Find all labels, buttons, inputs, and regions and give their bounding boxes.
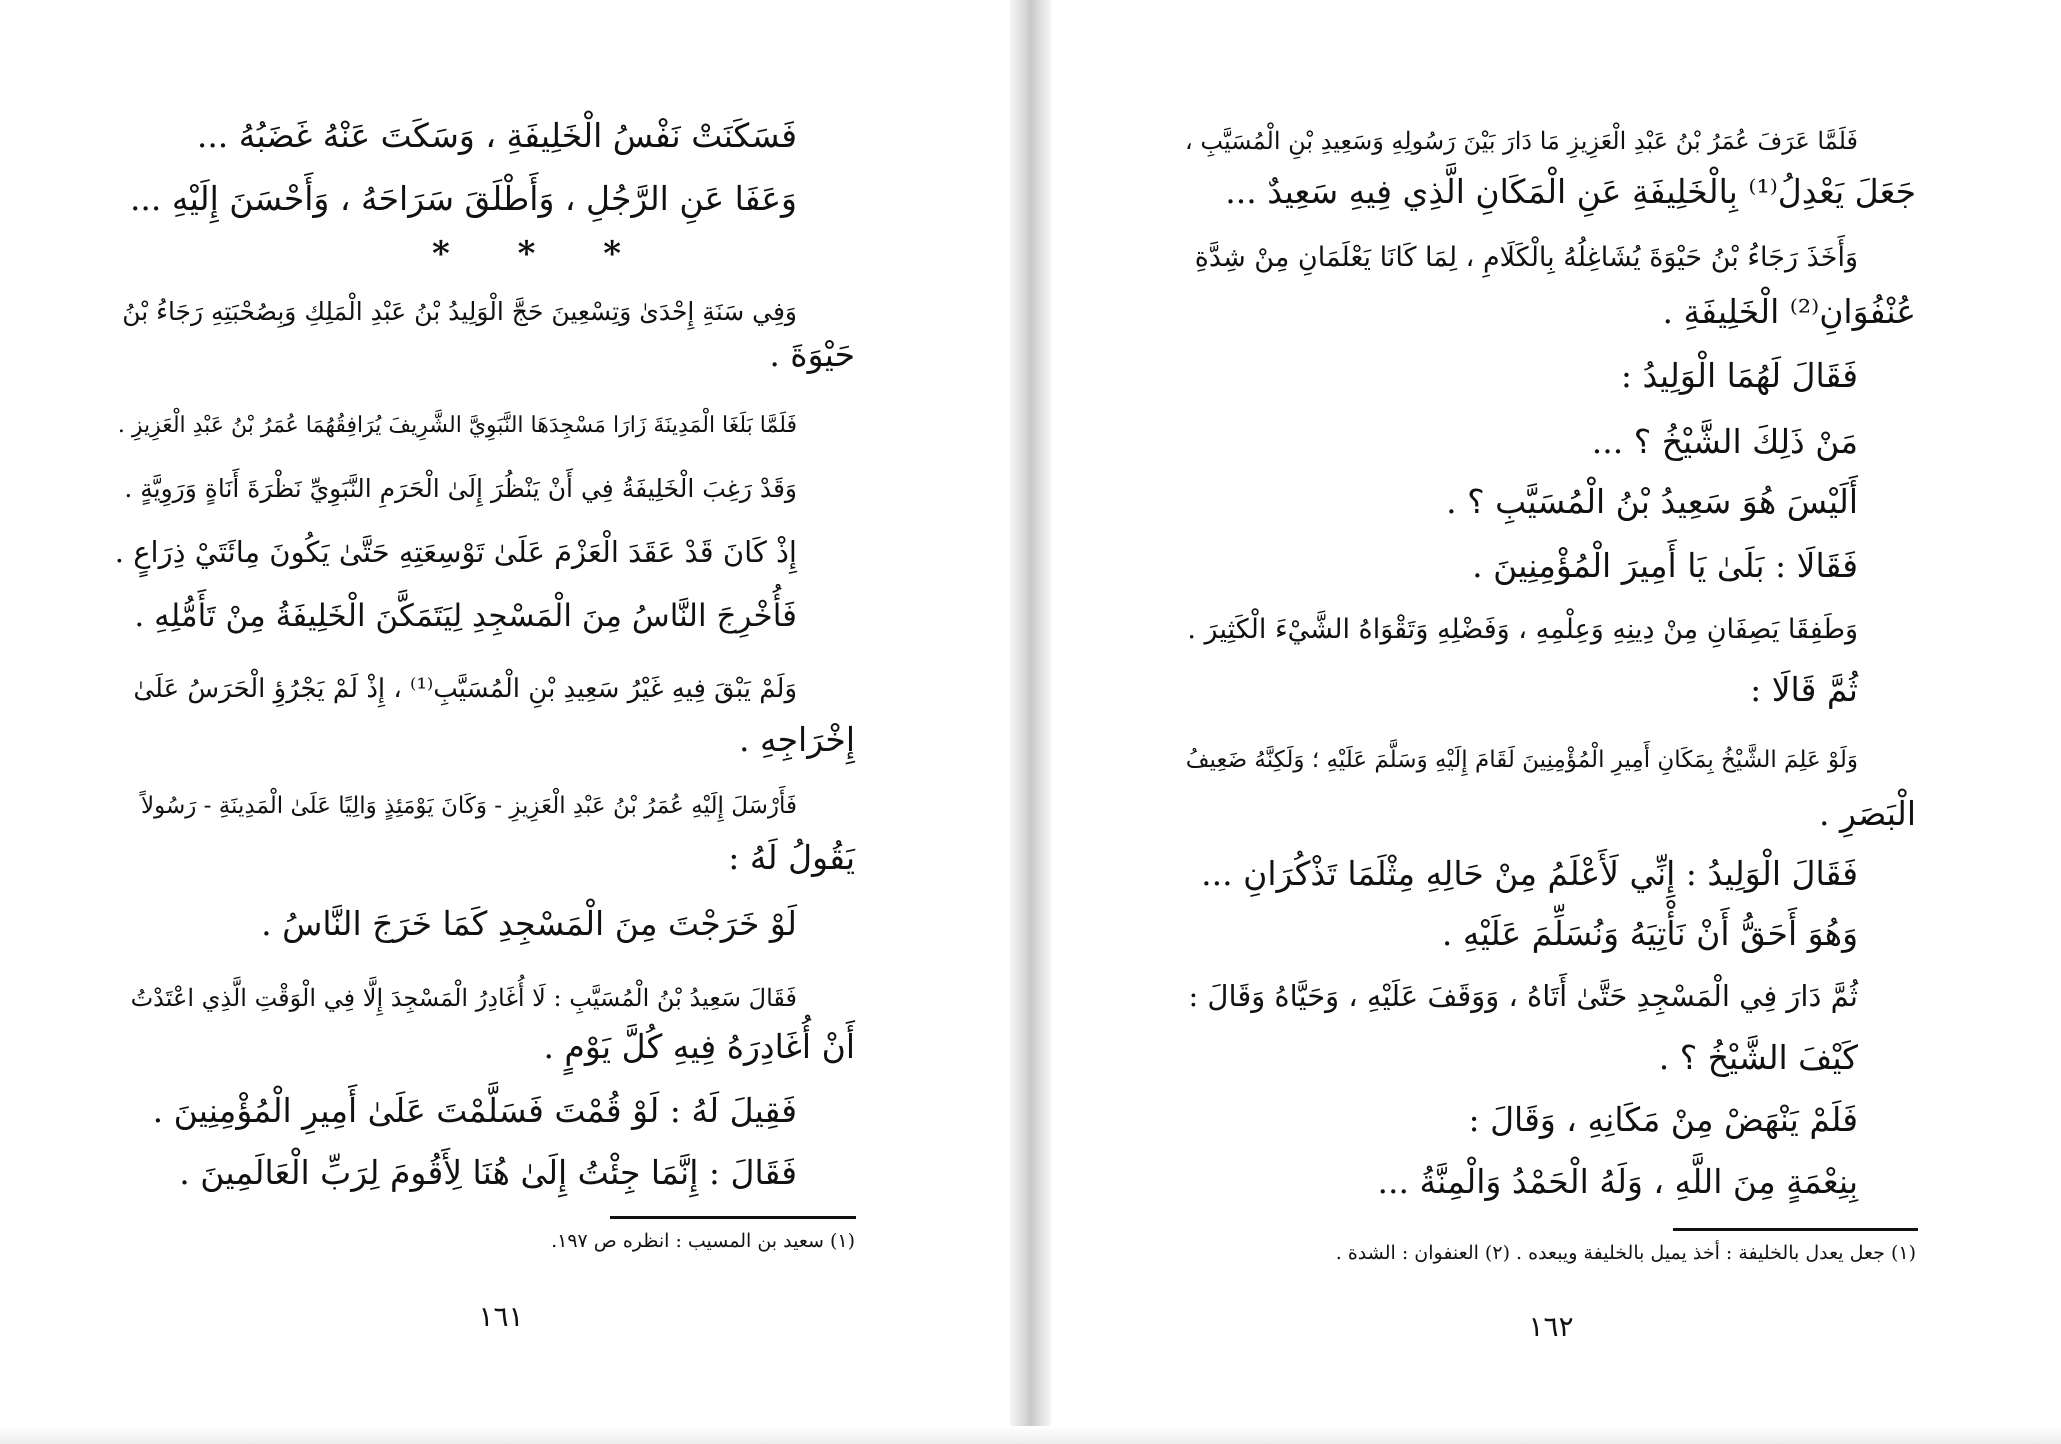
text-line: الْبَصَرِ . [1819,794,1916,833]
text-line: فَقَالَ : إِنَّمَا جِئْتُ إِلَىٰ هُنَا لِأَقُومَ لِرَبِّ الْعَالَمِينَ . [179,1153,797,1192]
footnote-rule [610,1216,856,1219]
text-line: لَوْ خَرَجْتَ مِنَ الْمَسْجِدِ كَمَا خَرَجَ النَّاسُ . [261,904,797,943]
text-line: وَلَوْ عَلِمَ الشَّيْخُ بِمَكَانِ أَمِيرِ الْمُؤْمِنِينَ لَقَامَ إِلَيْهِ وَسَلَّمَ عَلَيْهِ ؛ وَلَكِنَّهُ ضَعِيفُ [1185,747,1858,773]
text-line: فَقِيلَ لَهُ : لَوْ قُمْتَ فَسَلَّمْتَ عَلَىٰ أَمِيرِ الْمُؤْمِنِينَ . [152,1091,797,1130]
text-line: وَفِي سَنَةِ إِحْدَىٰ وَتِسْعِينَ حَجَّ الْوَلِيدُ بْنُ عَبْدِ الْمَلِكِ وَبِصُحْبَتِهِ رَجَاءُ بْنُ [122,297,797,326]
text-line: وَعَفَا عَنِ الرَّجُلِ ، وَأَطْلَقَ سَرَاحَهُ ، وَأَحْسَنَ إِلَيْهِ ... [129,179,797,218]
page-bottom-edge [0,1426,2061,1444]
text-line: فَلَمْ يَنْهَضْ مِنْ مَكَانِهِ ، وَقَالَ : [1468,1100,1858,1139]
page-number: ١٦٢ [1528,1310,1574,1343]
right-page-text [1176,0,1916,1300]
text-line: عُنْفُوَانِ⁽²⁾ الْخَلِيفَةِ . [1662,292,1916,331]
text-line: جَعَلَ يَعْدِلُ⁽¹⁾ بِالْخَلِيفَةِ عَنِ الْمَكَانِ الَّذِي فِيهِ سَعِيدٌ ... [1225,172,1916,211]
footnote: (١) جعل يعدل بالخليفة : أخذ يميل بالخليفة ويبعده . (٢) العنفوان : الشدة . [1335,1242,1916,1264]
left-page-text [115,0,855,1300]
text-line: ثُمَّ دَارَ فِي الْمَسْجِدِ حَتَّىٰ أَتَاهُ ، وَوَقَفَ عَلَيْهِ ، وَحَيَّاهُ وَقَالَ : [1188,979,1858,1013]
book-gutter [1010,0,1051,1444]
text-line: فَقَالَا : بَلَىٰ يَا أَمِيرَ الْمُؤْمِنِينَ . [1472,546,1858,585]
text-line: ثُمَّ قَالَا : [1750,670,1858,709]
text-line: حَيْوَةَ . [769,335,855,374]
text-line: فَأُخْرِجَ النَّاسُ مِنَ الْمَسْجِدِ لِيَتَمَكَّنَ الْخَلِيفَةُ مِنْ تَأَمُّلِهِ . [134,598,797,634]
section-separator: * * * [432,234,650,274]
text-line: وَأَخَذَ رَجَاءُ بْنُ حَيْوَةَ يُشَاغِلُهُ بِالْكَلَامِ ، لِمَا كَانَا يَعْلَمَانِ مِنْ شِدَّةِ [1194,242,1858,273]
text-line: فَلَمَّا بَلَغَا الْمَدِينَةَ زَارَا مَسْجِدَهَا النَّبَوِيَّ الشَّرِيفَ يُرَافِقُهُمَا عُمَرُ بْنُ عَبْدِ الْعَزِيزِ . [117,413,797,438]
text-line: كَيْفَ الشَّيْخُ ؟ . [1658,1038,1858,1077]
text-line: إِخْرَاجِهِ . [738,720,855,759]
text-line: فَأَرْسَلَ إِلَيْهِ عُمَرُ بْنُ عَبْدِ الْعَزِيزِ - وَكَانَ يَوْمَئِذٍ وَالِيًا عَلَىٰ الْمَدِينَةِ - رَسُولاً [140,793,797,819]
right-page [1051,0,2061,1444]
text-line: وَقَدْ رَغِبَ الْخَلِيفَةُ فِي أَنْ يَنْظُرَ إِلَىٰ الْحَرَمِ النَّبَوِيِّ نَظْرَةَ أَنَاةٍ وَرَوِيَّةٍ . [124,474,797,503]
text-line: يَقُولُ لَهُ : [728,838,855,877]
text-line: وَلَمْ يَبْقَ فِيهِ غَيْرُ سَعِيدِ بْنِ الْمُسَيَّبِ⁽¹⁾ ، إِذْ لَمْ يَجْرُؤِ الْحَرَسُ عَلَىٰ [133,674,797,704]
text-line: مَنْ ذَلِكَ الشَّيْخُ ؟ ... [1591,422,1858,461]
text-line: بِنِعْمَةٍ مِنَ اللَّهِ ، وَلَهُ الْحَمْدُ وَالْمِنَّةُ ... [1377,1162,1858,1201]
footnote: (١) سعيد بن المسيب : انظره ص ١٩٧. [551,1230,855,1252]
text-line: وَطَفِقَا يَصِفَانِ مِنْ دِينِهِ وَعِلْمِهِ ، وَفَضْلِهِ وَتَقْوَاهُ الشَّيْءَ الْكَثِيرَ . [1187,614,1858,645]
text-line: فَقَالَ الْوَلِيدُ : إِنِّي لَأَعْلَمُ مِنْ حَالِهِ مِثْلَمَا تَذْكُرَانِ ... [1201,854,1858,893]
text-line: فَسَكَنَتْ نَفْسُ الْخَلِيفَةِ ، وَسَكَتَ عَنْهُ غَضَبُهُ ... [196,116,797,155]
text-line: فَقَالَ لَهُمَا الْوَلِيدُ : [1620,356,1858,395]
text-line: أَلَيْسَ هُوَ سَعِيدُ بْنُ الْمُسَيَّبِ ؟ . [1446,482,1858,521]
text-line: إِذْ كَانَ قَدْ عَقَدَ الْعَزْمَ عَلَىٰ تَوْسِعَتِهِ حَتَّىٰ يَكُونَ مِائَتَيْ ذِرَاعٍ . [114,535,797,569]
text-line: فَقَالَ سَعِيدُ بْنُ الْمُسَيَّبِ : لَا أُغَادِرُ الْمَسْجِدَ إِلَّا فِي الْوَقْتِ الَّذِي اعْتَدْتُ [130,984,797,1012]
text-line: وَهُوَ أَحَقُّ أَنْ نَأْتِيَهُ وَنُسَلِّمَ عَلَيْهِ . [1441,914,1858,953]
left-page [0,0,1010,1444]
text-line: أَنْ أُغَادِرَهُ فِيهِ كُلَّ يَوْمٍ . [543,1027,855,1066]
footnote-rule [1673,1228,1918,1231]
page-number: ١٦١ [478,1300,524,1333]
text-line: فَلَمَّا عَرَفَ عُمَرُ بْنُ عَبْدِ الْعَزِيزِ مَا دَارَ بَيْنَ رَسُولِهِ وَسَعِيدِ بْنِ الْمُسَيَّبِ ، [1185,127,1858,155]
